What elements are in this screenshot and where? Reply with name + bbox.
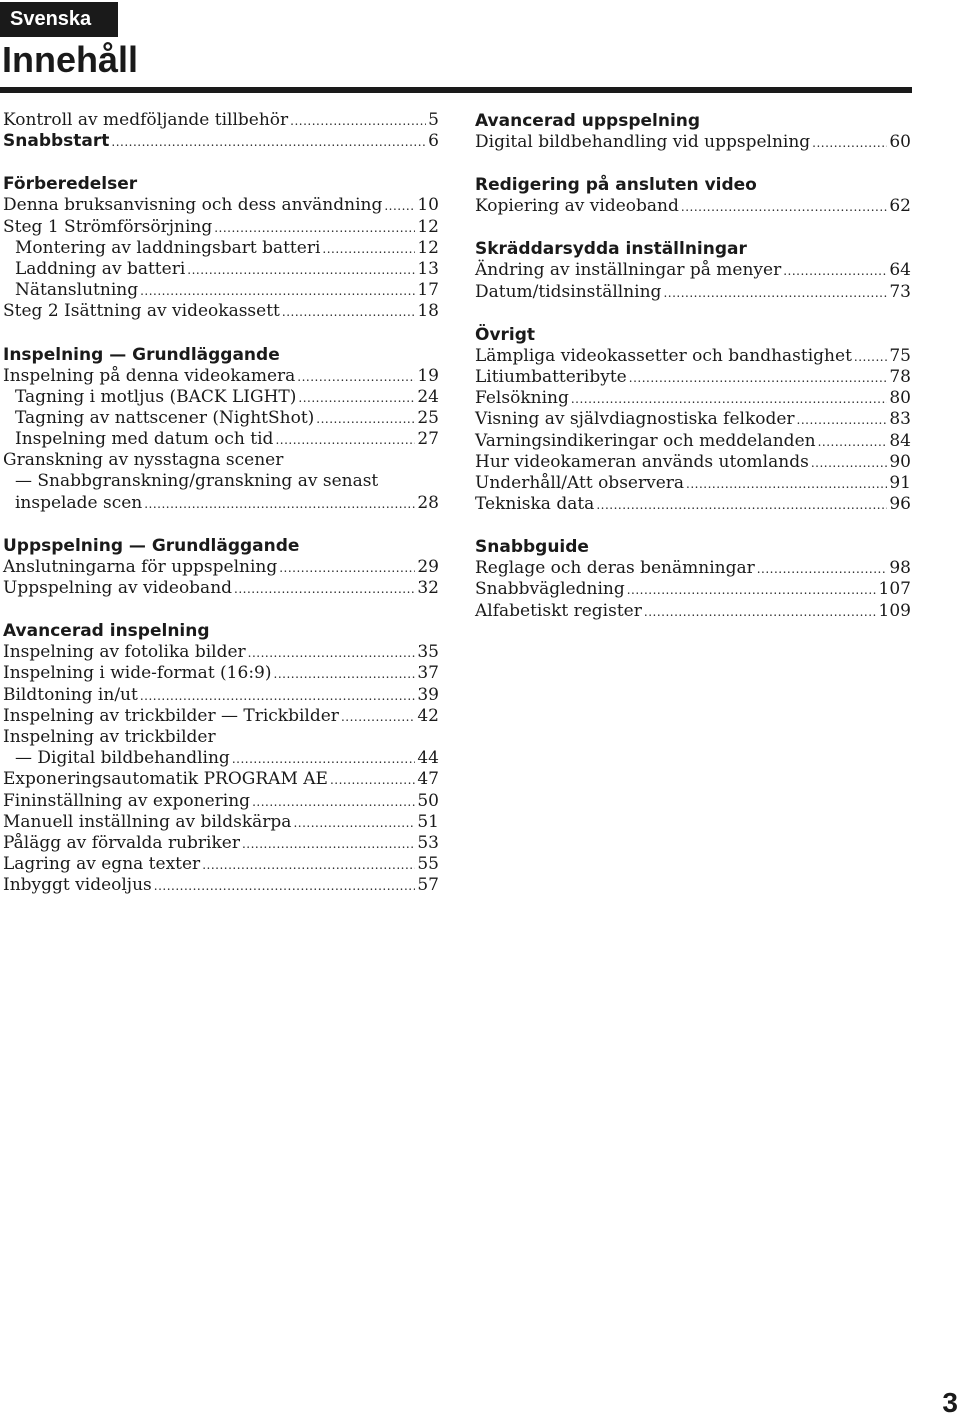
toc-entry-text: Ändring av inställningar på menyer [475, 260, 782, 281]
title-rule [0, 87, 912, 93]
toc-entry-text: Datum/tidsinställning [475, 281, 662, 302]
toc-entry[interactable] [475, 452, 911, 473]
toc-leader-dots [274, 663, 416, 685]
toc-entry[interactable] [475, 132, 911, 153]
toc-entry-text: Digital bildbehandling vid uppspelning [475, 132, 811, 152]
toc-entry-page: 32 [417, 578, 439, 598]
toc-leader-dots [298, 387, 415, 409]
toc-entry-page: 5 [428, 110, 439, 130]
toc-leader-dots [290, 110, 426, 132]
toc-entry[interactable] [3, 791, 439, 812]
toc-entry[interactable] [3, 131, 439, 152]
toc-leader-dots [783, 260, 887, 282]
section-heading: Snabbguide [475, 537, 589, 558]
toc-leader-dots [111, 131, 426, 153]
toc-entry-page: 96 [889, 494, 911, 515]
toc-entry-page: 29 [417, 556, 439, 577]
toc-leader-dots [627, 579, 877, 601]
toc-section-redigering [475, 174, 911, 217]
toc-leader-dots [154, 875, 416, 897]
toc-entry-page: 13 [417, 258, 439, 279]
toc-entry-text: — Snabbgranskning/granskning av senast [15, 471, 379, 492]
toc-entry-page: 83 [889, 409, 911, 430]
toc-entry[interactable] [3, 663, 439, 684]
toc-entry-page: 107 [878, 579, 911, 600]
toc-entry-page: 10 [417, 195, 439, 216]
toc-entry-text: Visning av självdiagnostiska felkoder [475, 409, 795, 430]
toc-leader-dots [686, 473, 887, 495]
toc-entry[interactable] [3, 429, 439, 450]
toc-entry[interactable] [475, 196, 911, 217]
toc-entry-page: 18 [417, 301, 439, 322]
toc-entry-page: 17 [417, 280, 439, 301]
toc-entry[interactable] [3, 110, 439, 131]
toc-entry-page: 37 [417, 663, 439, 684]
toc-entry[interactable] [475, 431, 911, 452]
toc-entry-page: 39 [417, 684, 439, 705]
toc-leader-dots [812, 132, 887, 154]
toc-entry-text: Felsökning [475, 388, 569, 409]
toc-intro [3, 110, 439, 152]
toc-leader-dots [242, 833, 415, 855]
toc-entry-text: Varningsindikeringar och meddelanden [475, 430, 816, 451]
toc-entry[interactable] [475, 601, 911, 622]
toc-entry[interactable] [475, 388, 911, 409]
page-title: Innehåll [2, 39, 139, 80]
section-heading: Redigering på ansluten video [475, 175, 757, 196]
toc-leader-dots [275, 429, 415, 451]
toc-leader-dots [234, 578, 415, 600]
toc-entry-text: Lagring av egna texter [3, 854, 201, 875]
section-heading: Förberedelser [3, 174, 138, 195]
toc-entry[interactable] [3, 685, 439, 706]
section-heading: Avancerad inspelning [3, 621, 210, 642]
toc-section-skraddarsydda [475, 238, 911, 302]
toc-entry[interactable] [3, 301, 439, 322]
toc-entry-page: 91 [889, 472, 911, 493]
toc-entry-page: 64 [889, 260, 911, 281]
toc-leader-dots [629, 367, 888, 389]
toc-leader-dots [341, 706, 415, 728]
section-heading: Övrigt [475, 324, 536, 345]
toc-leader-dots [140, 280, 415, 302]
toc-leader-dots [248, 642, 416, 664]
language-tab: Svenska [0, 2, 118, 37]
toc-entry-page: 55 [417, 854, 439, 875]
toc-entry[interactable] [3, 769, 439, 790]
toc-entry-page: 98 [889, 558, 911, 579]
toc-leader-dots [571, 388, 888, 410]
toc-entry-text: Fininställning av exponering [3, 790, 251, 811]
toc-entry-page: 73 [889, 281, 911, 302]
toc-entry-text: Bildtoning in/ut [3, 684, 138, 705]
toc-entry-page: 42 [417, 705, 439, 726]
toc-entry-text: Montering av laddningsbart batteri [15, 237, 321, 258]
toc-leader-dots [663, 282, 887, 304]
toc-entry-page: 84 [889, 430, 911, 451]
toc-leader-dots [279, 557, 415, 579]
toc-leader-dots [202, 854, 415, 876]
toc-entry-text: Manuell inställning av bildskärpa [3, 811, 292, 832]
toc-leader-dots [596, 494, 887, 516]
toc-entry[interactable] [3, 408, 439, 429]
toc-entry-page: 44 [417, 748, 439, 769]
toc-entry-text: Anslutningarna för uppspelning [3, 556, 278, 577]
toc-entry-page: 27 [417, 429, 439, 450]
toc-entry[interactable] [3, 706, 439, 727]
toc-entry-page: 62 [889, 196, 911, 217]
toc-entry-page: 51 [417, 811, 439, 832]
section-heading: Avancerad uppspelning [475, 111, 701, 131]
toc-entry-page: 12 [417, 237, 439, 258]
toc-entry[interactable] [475, 346, 911, 367]
toc-entry[interactable] [3, 366, 439, 387]
toc-leader-dots [757, 558, 888, 580]
toc-leader-dots [144, 493, 415, 515]
toc-entry[interactable] [3, 259, 439, 280]
toc-entry-page: 25 [417, 407, 439, 428]
toc-section-ovrigt [475, 324, 911, 516]
toc-entry-text: Inspelning av trickbilder — Trickbilder [3, 705, 339, 726]
section-heading: Inspelning — Grundläggande [3, 344, 280, 365]
toc-entry[interactable] [3, 833, 439, 854]
toc-entry[interactable] [3, 578, 439, 599]
toc-entry-page: 47 [417, 769, 439, 790]
toc-entry-page: 90 [889, 451, 911, 472]
toc-entry[interactable] [3, 557, 439, 578]
toc-leader-dots [330, 769, 415, 791]
toc-leader-dots [818, 431, 888, 453]
toc-entry-text: Inbyggt videoljus [3, 875, 152, 896]
toc-entry[interactable] [475, 367, 911, 388]
toc-entry[interactable] [475, 260, 911, 281]
toc-entry[interactable] [3, 238, 439, 259]
toc-entry-text: Tagning av nattscener (NightShot) [15, 407, 315, 428]
toc-entry-text: Hur videokameran används utomlands [475, 451, 809, 472]
toc-section-avancerad-inspelning [3, 620, 439, 896]
toc-entry-text: Denna bruksanvisning och dess användning [3, 195, 383, 216]
toc-entry[interactable] [475, 473, 911, 494]
toc-entry-text: Kopiering av videoband [475, 196, 679, 217]
toc-leader-dots [384, 195, 415, 217]
toc-entry-text: Inspelning i wide-format (16:9) [3, 663, 272, 684]
toc-entry-text: Snabbvägledning [475, 579, 625, 600]
toc-entry-text: inspelade scen [15, 492, 143, 513]
section-heading: Uppspelning — Grundläggande [3, 535, 300, 556]
toc-entry-page: 6 [428, 131, 439, 152]
toc-section-uppspelning-grundlaggande [3, 535, 439, 599]
toc-entry-text: Uppspelning av videoband [3, 578, 233, 598]
toc-entry-page: 19 [417, 365, 439, 386]
toc-right-column [475, 110, 911, 643]
toc-entry-text: Inspelning av fotolika bilder [3, 642, 246, 663]
toc-entry-text: Inspelning med datum och tid [15, 429, 274, 450]
toc-section-inspelning-grundlaggande [3, 344, 439, 514]
toc-entry-page: 60 [889, 132, 911, 152]
toc-leader-dots [293, 812, 415, 834]
toc-leader-dots [811, 452, 888, 474]
toc-entry-text: Litiumbatteribyte [475, 366, 627, 387]
toc-entry[interactable] [3, 875, 439, 896]
toc-entry-text: Underhåll/Att observera [475, 472, 685, 493]
toc-entry-text: Laddning av batteri [15, 258, 186, 279]
toc-leader-dots [797, 409, 888, 431]
toc-entry-page: 53 [417, 832, 439, 853]
toc-section-avancerad-uppspelning [475, 110, 911, 153]
section-heading: Skräddarsydda inställningar [475, 239, 747, 260]
toc-entry-text[interactable]: Granskning av nysstagna scener [3, 450, 284, 471]
toc-entry-text: Tagning i motljus (BACK LIGHT) [15, 386, 297, 407]
toc-entry[interactable] [475, 409, 911, 430]
toc-entry[interactable] [3, 280, 439, 301]
toc-entry[interactable] [3, 748, 439, 769]
toc-entry-page: 50 [417, 790, 439, 811]
toc-entry[interactable] [475, 579, 911, 600]
toc-entry-page: 78 [889, 366, 911, 387]
toc-leader-dots [297, 366, 415, 388]
toc-entry[interactable] [475, 282, 911, 303]
page-number: 3 [942, 1387, 958, 1418]
toc-entry-text: Exponeringsautomatik PROGRAM AE [3, 769, 328, 790]
toc-leader-dots [322, 238, 415, 260]
toc-entry-text: Tekniska data [475, 494, 595, 515]
toc-entry-text: Lämpliga videokassetter och bandhastighet [475, 345, 852, 366]
toc-entry-text: Steg 1 Strömförsörjning [3, 216, 213, 237]
toc-entry[interactable] [475, 558, 911, 579]
toc-entry-text: Reglage och deras benämningar [475, 558, 755, 579]
toc-left-column [3, 110, 439, 917]
toc-entry-page: 75 [889, 345, 911, 366]
toc-entry-text: Pålägg av förvalda rubriker [3, 832, 240, 853]
toc-entry-page: 109 [878, 600, 911, 621]
toc-entry[interactable] [475, 494, 911, 515]
toc-entry-text: — Digital bildbehandling [15, 748, 230, 769]
toc-entry-page: 57 [417, 875, 439, 896]
toc-entry-text[interactable]: Inspelning av trickbilder [3, 726, 216, 747]
toc-entry-text: Inspelning på denna videokamera [3, 365, 296, 386]
toc-entry-page: 80 [889, 388, 911, 409]
toc-entry-text: Alfabetiskt register [475, 600, 642, 621]
toc-entry[interactable] [3, 812, 439, 833]
toc-leader-dots [214, 217, 415, 239]
toc-entry-page: 35 [417, 642, 439, 663]
toc-leader-dots [140, 685, 416, 707]
toc-entry[interactable] [3, 387, 439, 408]
toc-leader-dots [854, 346, 887, 368]
toc-entry-page: 28 [417, 492, 439, 513]
toc-entry[interactable] [3, 854, 439, 875]
toc-leader-dots [232, 748, 416, 770]
toc-leader-dots [316, 408, 415, 430]
toc-entry-text: Snabbstart [3, 131, 110, 152]
toc-entry[interactable] [3, 493, 439, 514]
toc-entry[interactable] [3, 217, 439, 238]
toc-entry[interactable] [3, 642, 439, 663]
toc-entry-text: Steg 2 Isättning av videokassett [3, 301, 280, 322]
toc-leader-dots [282, 301, 415, 323]
toc-leader-dots [252, 791, 415, 813]
toc-section-forberedelser [3, 173, 439, 322]
toc-leader-dots [644, 601, 877, 623]
toc-entry-page: 24 [417, 386, 439, 407]
toc-entry-page: 12 [417, 216, 439, 237]
toc-entry[interactable] [3, 195, 439, 216]
toc-entry-text: Nätanslutning [15, 280, 139, 301]
toc-leader-dots [187, 259, 415, 281]
toc-section-snabbguide [475, 536, 911, 622]
toc-entry-text: Kontroll av medföljande tillbehör [3, 110, 289, 130]
toc-leader-dots [681, 196, 887, 218]
